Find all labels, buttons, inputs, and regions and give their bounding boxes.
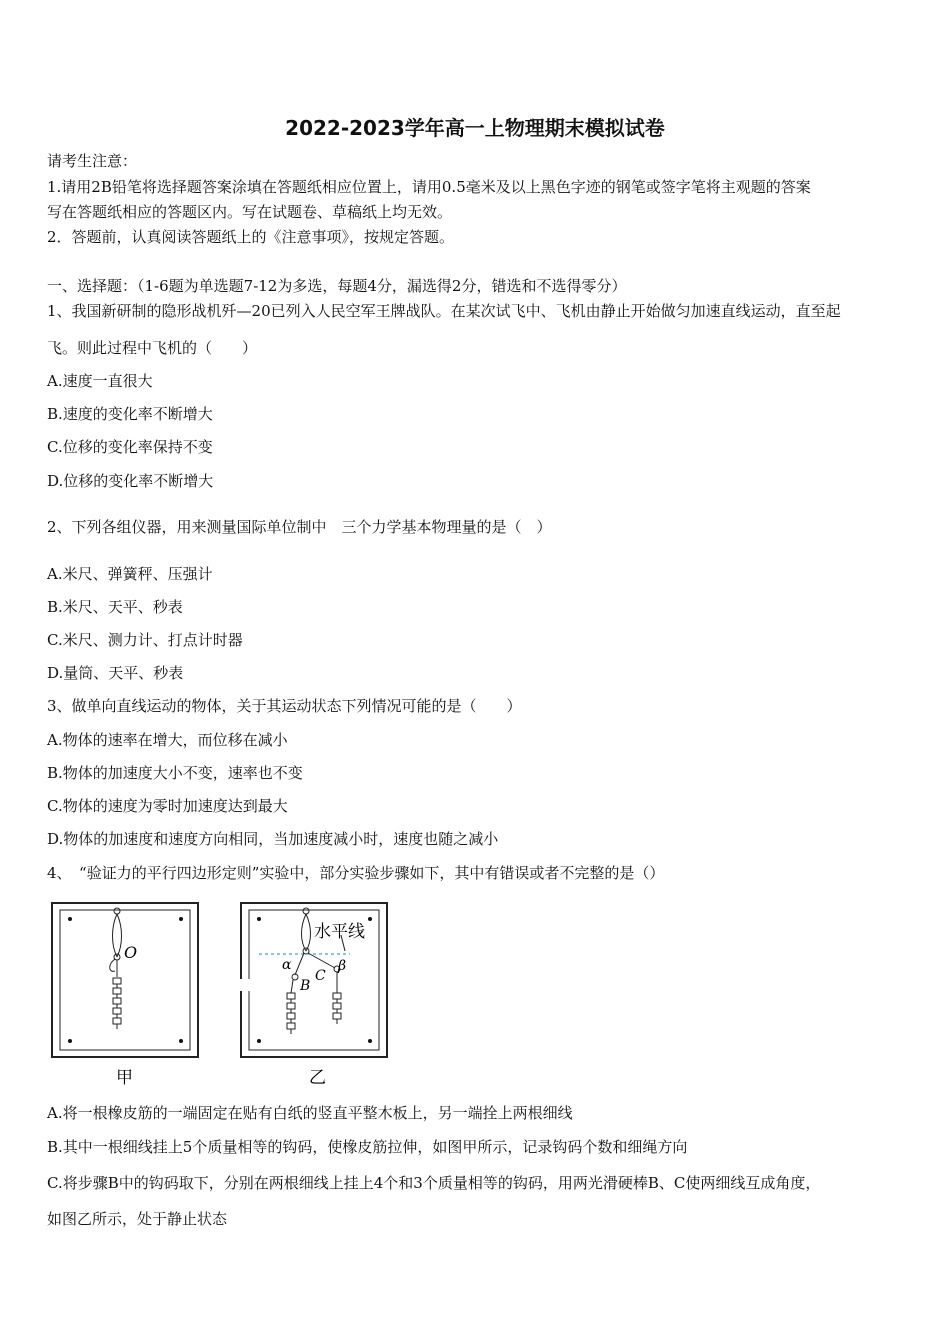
q4-option-a: A.将一根橡皮筋的一端固定在贴有白纸的竖直平整木板上，另一端拴上两根细线 — [47, 1104, 573, 1122]
board-yi — [241, 903, 387, 1057]
q1-option-a: A.速度一直很大 — [47, 372, 153, 390]
q3-option-c: C.物体的速度为零时加速度达到最大 — [47, 797, 288, 815]
q2-stem: 2、下列各组仪器，用来测量国际单位制中 三个力学基本物理量的是（ ） — [47, 518, 552, 536]
q1-stem-b: 飞。则此过程中飞机的（ ） — [47, 339, 258, 357]
q4-option-c-a: C.将步骤B中的钩码取下，分别在两根细线上挂上4个和3个质量相等的钩码，用两光滑硬棒B、C使两细线互成角度， — [47, 1174, 821, 1192]
q3-stem: 3、做单向直线运动的物体，关于其运动状态下列情况可能的是（ ） — [47, 697, 522, 715]
q2-option-b: B.米尺、天平、秒表 — [47, 598, 183, 616]
label-horizontal-line: 水平线 — [314, 922, 365, 942]
q1-option-b: B.速度的变化率不断增大 — [47, 405, 213, 423]
q2-option-d: D.量筒、天平、秒表 — [47, 664, 184, 682]
label-alpha: α — [282, 957, 292, 973]
q3-option-d: D.物体的加速度和速度方向相同，当加速度减小时，速度也随之减小 — [47, 830, 499, 848]
caption-jia: 甲 — [116, 1068, 133, 1088]
q2-option-a: A.米尺、弹簧秤、压强计 — [47, 565, 213, 583]
caption-yi: 乙 — [309, 1068, 326, 1088]
q4-stem: 4、 “验证力的平行四边形定则”实验中，部分实验步骤如下，其中有错误或者不完整的是（） — [47, 864, 665, 882]
label-b: B — [300, 978, 311, 994]
label-o: O — [124, 943, 138, 962]
q3-option-a: A.物体的速率在增大，而位移在减小 — [47, 731, 288, 749]
section-heading: 一、选择题：（1-6题为单选题7-12为多选，每题4分，漏选得2分，错选和不选得零分） — [47, 277, 627, 295]
board-jia — [52, 903, 198, 1057]
notice-heading: 请考生注意： — [47, 152, 138, 170]
q4-option-c-b: 如图乙所示，处于静止状态 — [47, 1210, 228, 1228]
notice-line-1a: 1.请用2B铅笔将选择题答案涂填在答题纸相应位置上，请用0.5毫米及以上黑色字迹的钢笔或签字笔将主观题的答案 — [47, 178, 811, 196]
q4-figure — [45, 895, 405, 1095]
q2-option-c: C.米尺、测力计、打点计时器 — [47, 631, 243, 649]
notice-line-1b: 写在答题纸相应的答题区内。写在试题卷、草稿纸上均无效。 — [47, 203, 453, 221]
q1-option-d: D.位移的变化率不断增大 — [47, 472, 214, 490]
q3-option-b: B.物体的加速度大小不变，速率也不变 — [47, 764, 303, 782]
q1-stem-a: 1、我国新研制的隐形战机歼—20已列入人民空军王牌战队。在某次试飞中、飞机由静止开始做匀加速直线运动，直至起 — [47, 302, 841, 320]
q4-option-b: B.其中一根细线挂上5个质量相等的钩码，使橡皮筋拉伸，如图甲所示，记录钩码个数和细绳方向 — [47, 1138, 688, 1156]
notice-line-2: 2．答题前，认真阅读答题纸上的《注意事项》，按规定答题。 — [47, 228, 455, 246]
label-c: C — [315, 968, 326, 984]
label-beta: β — [338, 958, 347, 974]
page-title: 2022-2023学年高一上物理期末模拟试卷 — [285, 116, 665, 140]
q1-option-c: C.位移的变化率保持不变 — [47, 438, 213, 456]
